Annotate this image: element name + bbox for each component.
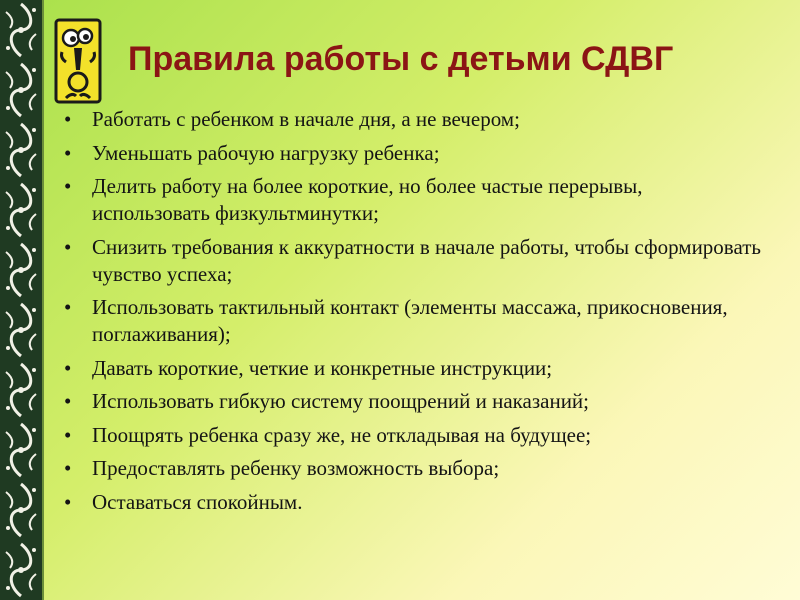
ornament-pattern bbox=[0, 0, 42, 600]
bullet-text: Использовать гибкую систему поощрений и наказаний; bbox=[92, 389, 590, 413]
bullet-item bbox=[62, 489, 762, 516]
bullet-item bbox=[62, 106, 762, 133]
ornament-divider bbox=[42, 0, 44, 600]
ornament-motif bbox=[6, 364, 36, 416]
exclamation-mascot-icon bbox=[52, 18, 104, 104]
bullet-dot-icon: • bbox=[64, 234, 72, 259]
bullet-dot-icon: • bbox=[64, 174, 72, 198]
bullet-text: Использовать тактильный контакт (элементы массажа, прикосновения, поглаживания); bbox=[92, 295, 728, 346]
ornament-motif bbox=[6, 64, 36, 116]
bullet-text: Уменьшать рабочую нагрузку ребенка; bbox=[92, 140, 440, 165]
bullet-item bbox=[62, 140, 762, 167]
bullet-text: Поощрять ребенка сразу же, не откладывая на будущее; bbox=[92, 422, 592, 447]
bullet-item bbox=[62, 173, 762, 227]
ornament-motif bbox=[6, 4, 36, 56]
bullet-item bbox=[62, 455, 762, 482]
bullet-dot-icon: • bbox=[64, 456, 72, 480]
bullet-item bbox=[62, 294, 762, 348]
bullet-item bbox=[62, 422, 762, 449]
bullet-item bbox=[62, 388, 762, 415]
ornament-motif bbox=[6, 304, 36, 356]
bullet-text: Оставаться спокойным. bbox=[92, 489, 303, 514]
ornament-motif bbox=[6, 424, 36, 476]
ornament-motif bbox=[6, 184, 36, 236]
bullet-dot-icon: • bbox=[64, 295, 72, 319]
slide-title: Правила работы с детьми СДВГ bbox=[128, 40, 674, 78]
bullet-text: Предоставлять ребенку возможность выбора; bbox=[92, 456, 500, 480]
ornament-motif bbox=[6, 244, 36, 296]
ornament-motif bbox=[6, 124, 36, 176]
bullet-dot-icon: • bbox=[64, 489, 72, 514]
bullet-text: Работать с ребенком в начале дня, а не вечером; bbox=[92, 107, 520, 131]
bullet-dot-icon: • bbox=[64, 140, 72, 165]
bullet-item bbox=[62, 234, 762, 288]
bullet-dot-icon: • bbox=[64, 422, 72, 447]
bullet-text: Делить работу на более короткие, но более частые перерывы, использовать физкультминутки; bbox=[92, 174, 643, 225]
ornament-motif bbox=[6, 544, 36, 596]
bullet-dot-icon: • bbox=[64, 107, 72, 131]
bullet-list bbox=[62, 106, 762, 522]
bullet-dot-icon: • bbox=[64, 355, 72, 380]
ornament-motif bbox=[6, 484, 36, 536]
bullet-dot-icon: • bbox=[64, 389, 72, 413]
bullet-text: Снизить требования к аккуратности в начале работы, чтобы сформировать чувство успеха; bbox=[92, 234, 761, 286]
bullet-item bbox=[62, 355, 762, 382]
bullet-text: Давать короткие, четкие и конкретные инструкции; bbox=[92, 355, 553, 380]
folk-ornament-border bbox=[0, 0, 42, 600]
